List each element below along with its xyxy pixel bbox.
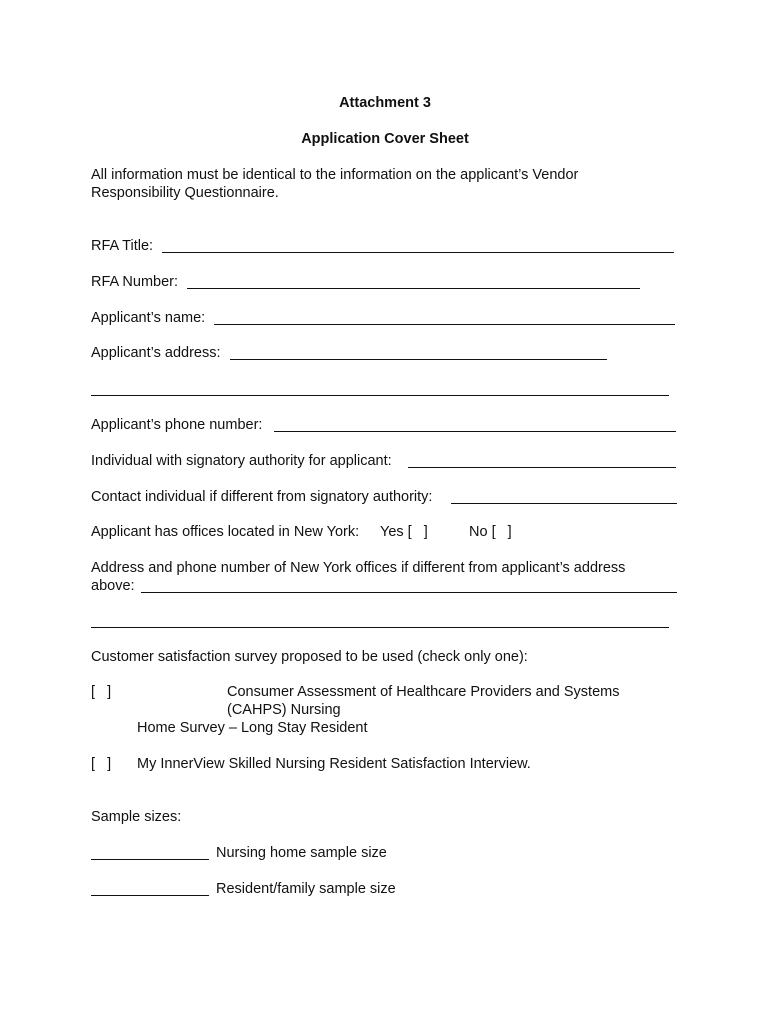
survey-option-1-line-3: Home Survey – Long Stay Resident — [137, 720, 368, 736]
page-title: Application Cover Sheet — [301, 131, 469, 147]
ny-offices-question: Applicant has offices located in New York: — [91, 524, 360, 540]
applicant-address-field[interactable] — [230, 359, 607, 360]
nursing-home-sample-label: Nursing home sample size — [216, 845, 387, 861]
applicant-phone-label: Applicant’s phone number: — [91, 417, 263, 433]
applicant-address-label: Applicant’s address: — [91, 345, 221, 361]
yes-checkbox[interactable]: Yes [ ] — [380, 524, 428, 540]
applicant-address-field-line-2[interactable] — [91, 395, 669, 396]
ny-address-field[interactable] — [141, 592, 677, 593]
survey-heading: Customer satisfaction survey proposed to be used (check only one): — [91, 649, 528, 665]
rfa-number-field[interactable] — [187, 288, 640, 289]
attachment-heading: Attachment 3 — [339, 95, 431, 111]
rfa-title-label: RFA Title: — [91, 238, 154, 254]
applicant-phone-field[interactable] — [274, 431, 676, 432]
rfa-title-field[interactable] — [162, 252, 674, 253]
contact-field[interactable] — [451, 503, 677, 504]
resident-family-sample-field[interactable] — [91, 895, 209, 896]
signatory-label: Individual with signatory authority for applicant: — [91, 453, 392, 469]
intro-line-2: Responsibility Questionnaire. — [91, 185, 279, 201]
applicant-name-label: Applicant’s name: — [91, 310, 206, 326]
survey-option-2-label: My InnerView Skilled Nursing Resident Satisfaction Interview. — [137, 756, 531, 772]
rfa-number-label: RFA Number: — [91, 274, 179, 290]
applicant-name-field[interactable] — [214, 324, 675, 325]
ny-address-field-line-2[interactable] — [91, 627, 669, 628]
ny-address-label-line-2: above: — [91, 578, 135, 594]
sample-sizes-heading: Sample sizes: — [91, 809, 182, 825]
intro-line-1: All information must be identical to the information on the applicant’s Vendor — [91, 167, 579, 183]
survey-option-1-line-1: Consumer Assessment of Healthcare Providers and Systems — [227, 684, 620, 700]
contact-label: Contact individual if different from signatory authority: — [91, 489, 433, 505]
resident-family-sample-label: Resident/family sample size — [216, 881, 396, 897]
nursing-home-sample-field[interactable] — [91, 859, 209, 860]
no-checkbox[interactable]: No [ ] — [469, 524, 512, 540]
ny-address-label-line-1: Address and phone number of New York offices if different from applicant’s address — [91, 560, 626, 576]
signatory-field[interactable] — [408, 467, 676, 468]
survey-option-1-checkbox[interactable]: [ ] — [91, 684, 112, 700]
survey-option-2-checkbox[interactable]: [ ] — [91, 756, 112, 772]
survey-option-1-line-2: (CAHPS) Nursing — [227, 702, 341, 718]
